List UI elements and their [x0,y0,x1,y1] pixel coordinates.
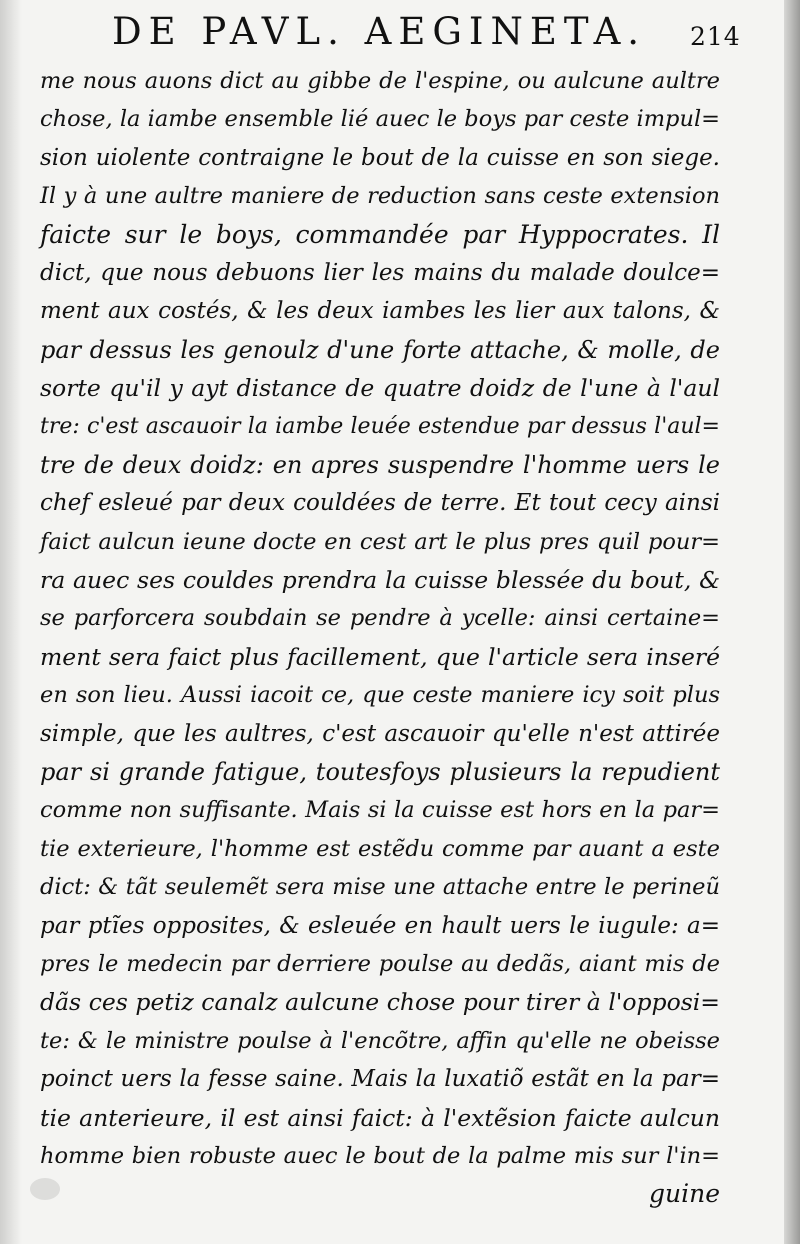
text-line: chef esleué par deux couldées de terre. Et tout cecy ainsi [40,490,720,517]
text-line: par ptĩes opposites, & esleuée en hault uers le iugule: a= [40,912,720,939]
text-line: ra auec ses couldes prendra la cuisse blessée du bout, & [40,566,720,595]
text-line: sorte qu'il y ayt distance de quatre doidz de l'une à l'aul [40,374,720,403]
text-line: par si grande fatigue, toutesfoys plusieurs la repudient [40,758,720,787]
text-line: simple, que les aultres, c'est ascauoir qu'elle n'est attirée [40,720,720,747]
text-block [40,62,720,1214]
text-line: faict aulcun ieune docte en cest art le plus pres quil pour= [40,528,720,555]
text-line: te: & le ministre poulse à l'encõtre, affin qu'elle ne obeisse [40,1027,720,1054]
text-line: tre: c'est ascauoir la iambe leuée estendue par dessus l'aul= [40,413,720,439]
catchword: guine [649,1179,720,1209]
text-line: se parforcera soubdain se pendre à ycelle: ainsi certaine= [40,605,720,632]
text-line: tre de deux doidz: en apres suspendre l'homme uers le [40,450,720,479]
running-title: DE PAVL. AEGINETA. [112,10,647,53]
text-line: pres le medecin par derriere poulse au dedãs, aiant mis de [40,950,720,977]
page-header [0,8,800,58]
text-line: chose, la iambe ensemble lié auec le boys par ceste impul= [40,106,720,133]
text-line: en son lieu. Aussi iacoit ce, que ceste maniere icy soit plus [40,682,720,709]
text-line: tie anterieure, il est ainsi faict: à l'extẽsion faicte aulcun [40,1103,720,1132]
text-line: par dessus les genoulz d'une forte attache, & molle, de [40,335,720,364]
text-line: me nous auons dict au gibbe de l'espine, ou aulcune aultre [40,68,720,94]
text-line: dãs ces petiz canalz aulcune chose pour tirer à l'opposi= [40,988,720,1017]
text-line: ment sera faict plus facillement, que l'article sera inseré [40,642,720,671]
text-line: comme non suffisante. Mais si la cuisse est hors en la par= [40,797,720,824]
text-line: Il y à une aultre maniere de reduction sans ceste extension [40,183,720,210]
text-line: homme bien robuste auec le bout de la palme mis sur l'in= [40,1142,720,1169]
text-line: tie exterieure, l'homme est estẽdu comme par auant a este [40,835,720,862]
page-edge-shadow [0,0,22,1244]
text-line: dict, que nous debuons lier les mains du malade doulce= [40,259,720,286]
text-line: dict: & tãt seulemẽt sera mise une attache entre le perineũ [40,874,720,901]
text-line: poinct uers la fesse saine. Mais la luxatiõ estãt en la par= [40,1066,720,1093]
text-line: faicte sur le boys, commandée par Hyppocrates. Il [40,219,720,249]
text-line: sion uiolente contraigne le bout de la cuisse en son siege. [40,144,720,171]
paper-stain [30,1178,60,1200]
page-gutter [784,0,800,1244]
page-number: 214 [690,22,741,51]
text-line: ment aux costés, & les deux iambes les lier aux talons, & [40,298,720,325]
